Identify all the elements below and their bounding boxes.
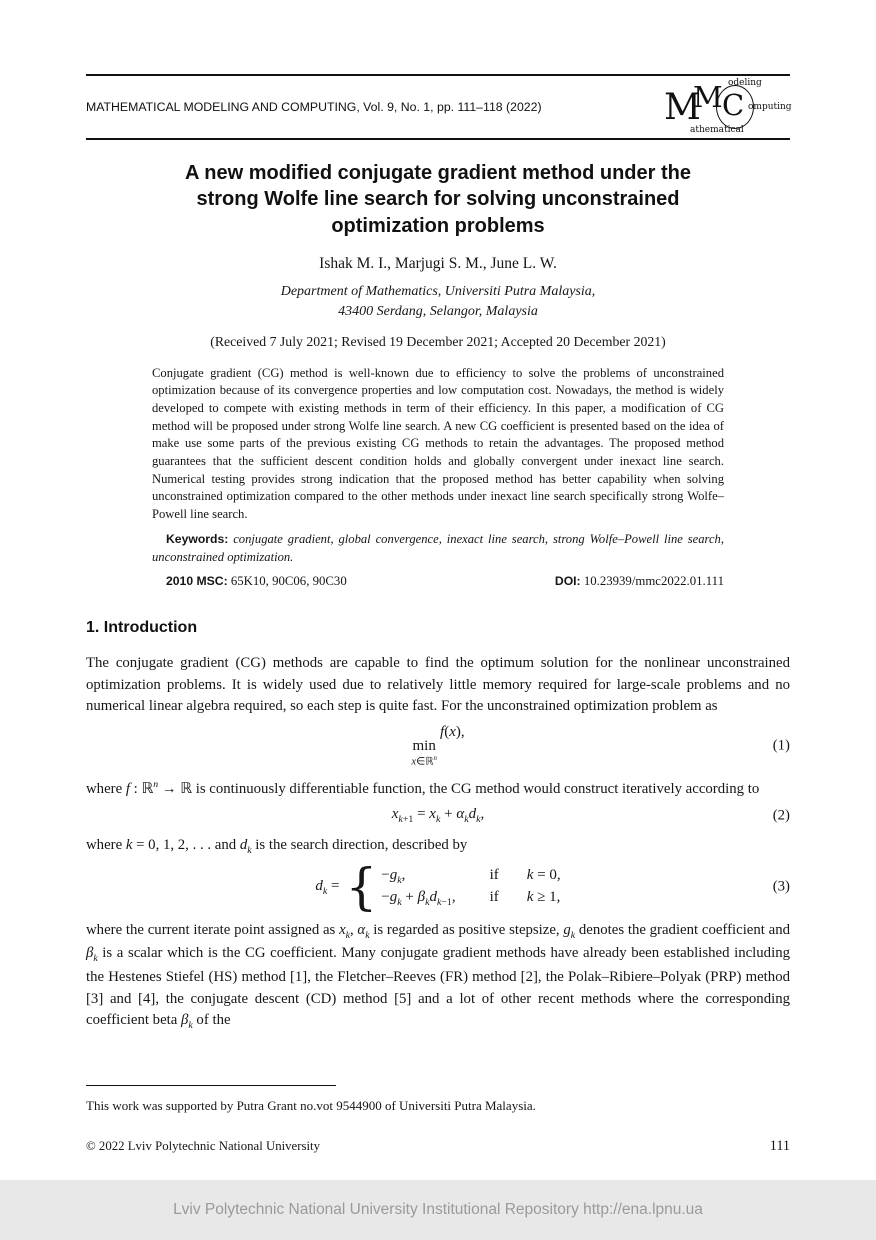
- msc-label: 2010 MSC:: [166, 573, 228, 588]
- logo-word-computing: omputing: [748, 102, 792, 112]
- funding-footnote: This work was supported by Putra Grant no.vot 9544900 of Universiti Putra Malaysia.: [86, 1098, 536, 1113]
- keywords-line: [152, 531, 724, 566]
- header-bottom-rule: [86, 138, 790, 140]
- min-operator: [411, 739, 437, 767]
- affiliation: [86, 282, 790, 323]
- section-heading-introduction: 1. Introduction: [86, 618, 198, 636]
- mmc-journal-logo: [664, 78, 790, 136]
- logo-letter-m2: M: [693, 80, 723, 114]
- msc-entry: [166, 574, 347, 589]
- equation-1-number: (1): [772, 737, 790, 754]
- logo-word-modeling: odeling: [728, 78, 762, 88]
- min-op-subscript: x∈ℝ$^n$: [411, 755, 437, 768]
- logo-letter-c: C: [722, 88, 745, 122]
- abstract-block: [152, 365, 724, 589]
- equation-2-number: (2): [772, 807, 790, 824]
- affiliation-line-1: Department of Mathematics, Universiti Putra Malaysia,: [280, 284, 596, 300]
- min-op-text: min: [412, 738, 436, 755]
- case-1-condition: k = 0,: [526, 866, 561, 883]
- equation-3-number: (3): [772, 878, 790, 895]
- footnote-rule: [86, 1085, 336, 1086]
- equation-3-lead: $d_k$ =: [315, 877, 340, 897]
- abstract-text: Conjugate gradient (CG) method is well-known due to efficiency to solve the problems of unconstrained optimization because of its convergence properties and low computation cost. Nowadays, the method is widely developed to compete with existing methods in term of their efficiency. In this paper, a modification of CG method will be proposed under strong Wolfe line search. A new CG coefficient is presented based on the idea of make use some parts of the previous existing CG methods to retain the advantages. The proposed method guarantees that the sufficient descent condition holds and globally convergent under inexact line search. Numerical testing provides strong indication that the proposed method has better capability when solving unconstrained optimization compared to the other methods under inexact line search specifically strong Wolfe–Powell line search.: [152, 365, 724, 521]
- author-list: Ishak M. I., Marjugi S. M., June L. W.: [319, 255, 557, 273]
- cases-grid: [381, 867, 560, 908]
- msc-value: 65K10, 90C06, 90C30: [230, 573, 347, 588]
- equation-3-cases: [315, 857, 561, 916]
- equation-1: [86, 724, 790, 767]
- case-1-expression: $-g_k$,: [381, 866, 406, 886]
- affiliation-line-2: 43400 Serdang, Selangor, Malaysia: [338, 304, 538, 320]
- intro-paragraph-4: where the current iterate point assigned as $x_k$, $\alpha_k$ is regarded as positive stepsize, $g_k$ denotes the gradient coefficient and $\beta_k$ is a scalar which is the CG coefficient. Many conjugate gradient methods have already been established including the Hestenes Stiefel (HS) method [1], the Fletcher–Reeves (FR) method [2], the Polak–Ribiere–Polyak (PRP) method [3] and [4], the conjugate descent (CD) method [5] and a lot of other recent methods where the corresponding coefficient beta $\beta_k$ of the: [86, 921, 790, 1032]
- copyright-line: © 2022 Lviv Polytechnic National University: [86, 1139, 320, 1153]
- keywords-text: conjugate gradient, global convergence, inexact line search, strong Wolfe–Powell line search, unconstrained optimization.: [152, 532, 724, 565]
- doi-entry: [555, 574, 724, 589]
- equation-1-expression: f(x),: [440, 724, 465, 741]
- equation-3: [86, 857, 790, 916]
- msc-doi-row: [152, 574, 724, 589]
- logo-word-mathematical: athematical: [690, 125, 744, 135]
- equation-2-expression: $x_{k+1} = x_k + \alpha_kd_k$,: [391, 806, 485, 826]
- logo-letter-m1: M: [664, 87, 701, 128]
- doi-label: DOI:: [554, 573, 581, 588]
- repository-text: Lviv Polytechnic National University Institutional Repository http://ena.lpnu.ua: [173, 1201, 703, 1218]
- cases-brace: {: [345, 857, 378, 916]
- page-number: 111: [769, 1138, 790, 1154]
- received-revised-accepted: (Received 7 July 2021; Revised 19 December 2021; Accepted 20 December 2021): [210, 333, 666, 349]
- journal-title-line: MATHEMATICAL MODELING AND COMPUTING, Vol. 9, No. 1, pp. 111–118 (2022): [86, 100, 542, 114]
- intro-paragraph-3: where k = 0, 1, 2, . . . and $d_k$ is the search direction, described by: [86, 837, 468, 857]
- doi-value: 10.23939/mmc2022.01.111: [583, 573, 724, 588]
- journal-header: [86, 76, 790, 138]
- keywords-label: Keywords:: [166, 532, 229, 547]
- case-2-condition: k ≥ 1,: [526, 888, 561, 905]
- case-2-if: if: [489, 888, 499, 905]
- equation-2: [86, 806, 790, 825]
- case-2-expression: $-g_k + \beta_kd_{k-1}$,: [381, 888, 456, 908]
- article-title: A new modified conjugate gradient method under the strong Wolfe line search for solving unconstrained optimization problems: [185, 162, 691, 237]
- case-1-if: if: [489, 866, 499, 883]
- intro-paragraph-1: The conjugate gradient (CG) methods are capable to find the optimum solution for the nonlinear unconstrained optimization problems. It is widely used due to relatively little memory required for large-scale problems and no numerical linear algebra required, so each step is quite fast. For the unconstrained optimization problem as: [86, 654, 790, 715]
- intro-paragraph-2: where f : ℝ$^n$ → ℝ is continuously differentiable function, the CG method would construct iteratively according to: [86, 778, 760, 797]
- page-footer: [86, 1138, 790, 1155]
- repository-bar: [0, 1180, 876, 1240]
